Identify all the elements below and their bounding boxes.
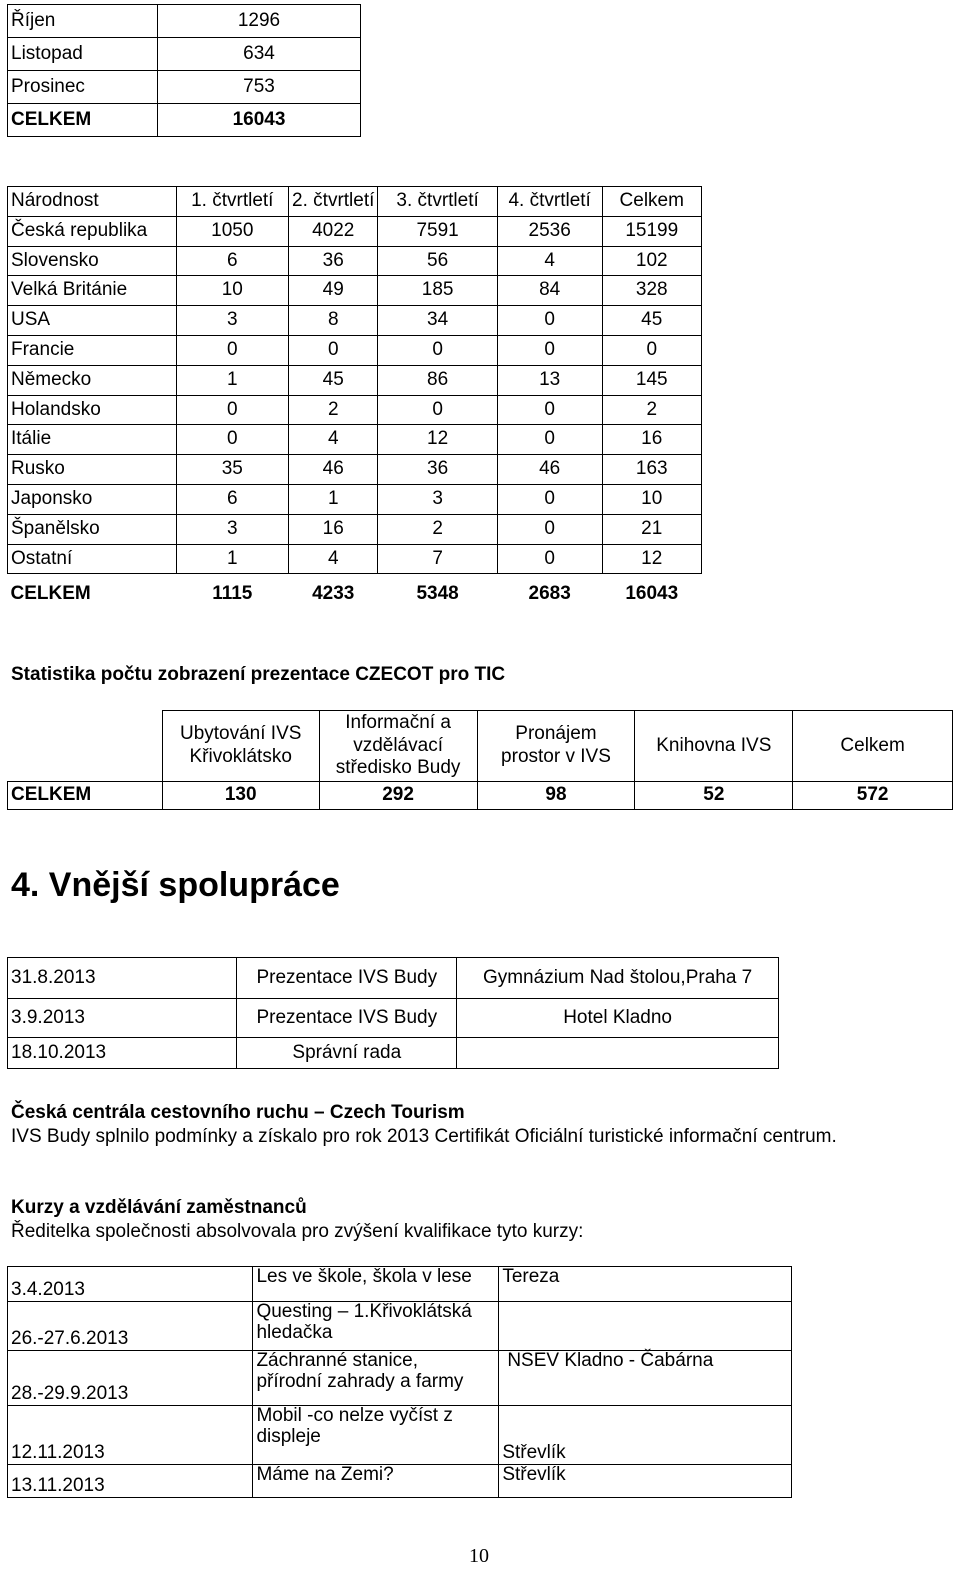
total-value: 52 [635,782,793,810]
table-cell: 3.9.2013 [8,999,237,1038]
month-value: 634 [158,38,361,71]
table-cell: 4 [289,544,378,574]
table-cell: 0 [602,335,702,365]
table-cell: 12 [378,425,497,455]
cell-line: hledačka [256,1321,333,1343]
column-header [477,711,635,782]
table-cell: 0 [289,335,378,365]
months-table [7,4,361,137]
cell-line: Celkem [840,734,905,756]
table-cell: 2683 [528,582,571,604]
page-number: 10 [469,1545,489,1567]
table-row [8,216,702,246]
czech-tourism-text: IVS Budy splnilo podmínky a získalo pro rok 2013 Certifikát Oficiální turistické informační centrum. [11,1126,837,1147]
table-cell: 0 [378,395,497,425]
course-date: 13.11.2013 [8,1465,253,1498]
table-cell: CELKEM [10,582,91,604]
table-cell: Správní rada [237,1038,457,1069]
table-cell: 1050 [176,216,289,246]
table-row [8,544,702,574]
table-cell: 18.10.2013 [8,1038,237,1069]
cell-line: Informační a [345,711,451,733]
column-header: 3. čtvrtletí [378,187,497,217]
courses-intro: Ředitelka společnosti absolvovala pro zvýšení kvalifikace tyto kurzy: [11,1221,584,1242]
table-cell: 1 [176,365,289,395]
column-header: 1. čtvrtletí [176,187,289,217]
courses-table [7,1266,792,1498]
table-row [8,71,361,104]
table-cell: 0 [176,425,289,455]
month-value: 753 [158,71,361,104]
table-cell: 1115 [212,582,253,604]
table-row [8,455,702,485]
table-cell: Gymnázium Nad štolou,Praha 7 [457,958,779,999]
table-cell: Japonsko [8,484,177,514]
table-cell: 1 [176,544,289,574]
presentation-stats-table [7,710,953,810]
total-label: CELKEM [8,782,163,810]
column-header: 4. čtvrtletí [497,187,602,217]
table-cell: 3 [176,306,289,336]
table-row [8,484,702,514]
table-cell: 0 [497,484,602,514]
course-place: Střevlík [499,1406,792,1465]
table-cell: Německo [8,365,177,395]
table-cell: 12 [602,544,702,574]
month-label: Prosinec [8,71,158,104]
course-name [253,1302,499,1351]
cell-line: displeje [256,1425,321,1447]
cell-line: vzdělávací [353,734,443,756]
table-cell: 0 [497,544,602,574]
total-value: 572 [793,782,953,810]
total-row [8,782,953,810]
table-cell: Prezentace IVS Budy [237,958,457,999]
cell-line: Záchranné stanice, [256,1350,419,1371]
table-cell: 2 [602,395,702,425]
table-row [8,365,702,395]
table-row [8,306,702,336]
table-cell: Prezentace IVS Budy [237,999,457,1038]
table-cell: 102 [602,246,702,276]
table-row [8,276,702,306]
table-row [8,1351,792,1406]
table-row [8,999,779,1038]
column-header [319,711,477,782]
cell-line: Křivoklátsko [189,746,292,767]
total-value: 98 [477,782,635,810]
table-cell: 36 [289,246,378,276]
table-row [8,1406,792,1465]
table-cell: 45 [602,306,702,336]
table-cell: 4022 [289,216,378,246]
course-date: 12.11.2013 [8,1406,253,1465]
month-label: CELKEM [8,104,158,137]
table-row [8,38,361,71]
table-cell: 45 [289,365,378,395]
table-cell: 10 [602,484,702,514]
course-date: 26.-27.6.2013 [8,1302,253,1351]
course-place [499,1302,792,1351]
month-value: 16043 [158,104,361,137]
table-cell: Slovensko [8,246,177,276]
empty-cell [8,711,163,782]
table-cell: Česká republika [8,216,177,246]
table-row [8,1465,792,1498]
course-date: 3.4.2013 [8,1267,253,1302]
table-cell: 4 [497,246,602,276]
total-value: 292 [319,782,477,810]
cell-line: Pronájem [515,723,597,745]
table-cell: 16043 [625,582,679,604]
column-header: Celkem [602,187,702,217]
table-cell: 4 [289,425,378,455]
external-cooperation-table [7,957,779,1069]
table-cell: 0 [497,335,602,365]
table-cell: Ostatní [8,544,177,574]
table-row [8,335,702,365]
table-cell: 2 [289,395,378,425]
table-cell: 16 [289,514,378,544]
table-row [8,958,779,999]
column-header [793,711,953,782]
table-cell: 6 [176,484,289,514]
table-cell: Francie [8,335,177,365]
courses-heading: Kurzy a vzdělávání zaměstnanců [11,1197,307,1218]
cell-line: Knihovna IVS [656,734,772,756]
table-cell: 0 [497,306,602,336]
table-cell: 1 [289,484,378,514]
course-name [253,1465,499,1498]
table-cell: 3 [176,514,289,544]
table-cell: 2536 [497,216,602,246]
cell-line: prostor v IVS [501,746,611,767]
table-cell: 84 [497,276,602,306]
section-heading: 4. Vnější spolupráce [11,866,340,904]
cell-line: Máme na Zemi? [256,1464,394,1485]
table-cell: 46 [289,455,378,485]
table-cell: 10 [176,276,289,306]
total-value: 130 [162,782,319,810]
month-label: Listopad [8,38,158,71]
table-cell: 7 [378,544,497,574]
table-cell: 0 [497,425,602,455]
table-cell: 163 [602,455,702,485]
total-row [8,574,702,615]
table-cell: 86 [378,365,497,395]
table-row [8,104,361,137]
table-row [8,1038,779,1069]
header-row [8,187,702,217]
table-cell: 4233 [312,582,355,604]
table-cell: 35 [176,455,289,485]
cell-line: Questing – 1.Křivoklátská [256,1301,472,1322]
table-cell: 16 [602,425,702,455]
czech-tourism-heading: Česká centrála cestovního ruchu – Czech Tourism [11,1102,465,1123]
table-cell: 0 [497,514,602,544]
column-header: Národnost [8,187,177,217]
table-cell: 0 [176,395,289,425]
table-cell: 0 [176,335,289,365]
table-cell: Velká Británie [8,276,177,306]
column-header [162,711,319,782]
table-cell: 13 [497,365,602,395]
table-cell: 185 [378,276,497,306]
table-cell: Španělsko [8,514,177,544]
presentation-stats-title: Statistika počtu zobrazení prezentace CZECOT pro TIC [11,664,506,685]
table-row [8,1267,792,1302]
table-cell: 46 [497,455,602,485]
table-cell: 21 [602,514,702,544]
table-cell: 36 [378,455,497,485]
table-row [8,1302,792,1351]
table-cell: 49 [289,276,378,306]
month-label: Říjen [8,5,158,38]
course-place: Tereza [499,1267,792,1302]
table-cell: Itálie [8,425,177,455]
table-cell: Holandsko [8,395,177,425]
table-cell: USA [8,306,177,336]
table-cell: 3 [378,484,497,514]
course-place: Střevlík [499,1465,792,1498]
cell-line: Ubytování IVS [179,723,302,745]
header-row [8,711,953,782]
table-cell: Rusko [8,455,177,485]
table-row [8,246,702,276]
table-cell: 5348 [416,582,459,604]
course-place: NSEV Kladno - Čabárna [499,1351,792,1406]
course-name [253,1406,499,1465]
column-header [635,711,793,782]
table-cell: 15199 [602,216,702,246]
table-cell: 145 [602,365,702,395]
table-cell: 56 [378,246,497,276]
table-cell: 6 [176,246,289,276]
table-row [8,514,702,544]
month-value: 1296 [158,5,361,38]
cell-line: přírodní zahrady a farmy [256,1370,464,1392]
table-cell: 328 [602,276,702,306]
table-cell: 34 [378,306,497,336]
table-cell [457,1038,779,1069]
table-cell: 31.8.2013 [8,958,237,999]
cell-line: Mobil -co nelze vyčíst z [256,1405,453,1426]
column-header: 2. čtvrtletí [289,187,378,217]
nationality-table [7,186,702,614]
course-name [253,1351,499,1406]
course-name [253,1267,499,1302]
table-cell: 0 [378,335,497,365]
table-row [8,395,702,425]
cell-line: středisko Budy [335,757,461,779]
course-date: 28.-29.9.2013 [8,1351,253,1406]
table-cell: 7591 [378,216,497,246]
table-cell: 8 [289,306,378,336]
table-row [8,425,702,455]
table-row [8,5,361,38]
table-cell: Hotel Kladno [457,999,779,1038]
table-cell: 0 [497,395,602,425]
table-cell: 2 [378,514,497,544]
cell-line: Les ve škole, škola v lese [256,1266,472,1287]
